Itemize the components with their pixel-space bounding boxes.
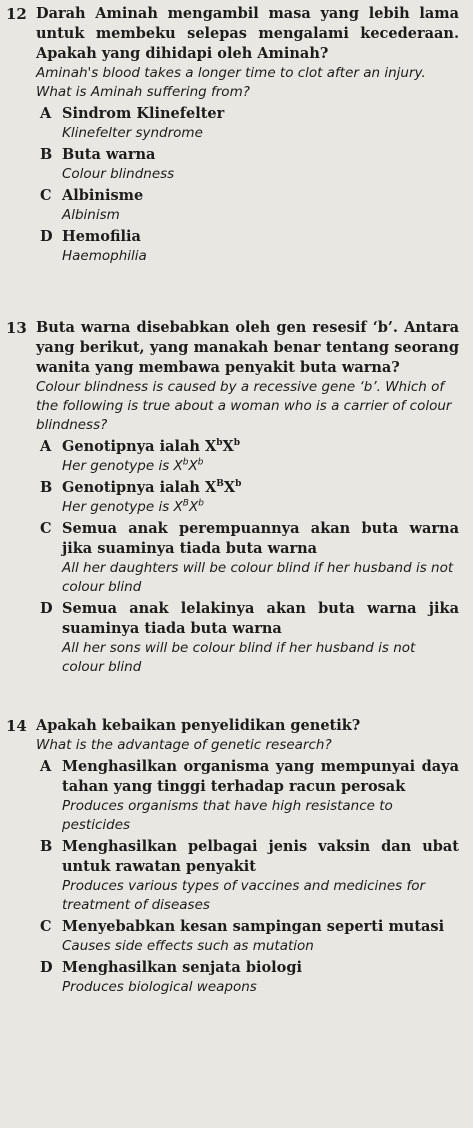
question-stem-malay: Buta warna disebabkan oleh gen resesif ‘b’. Antara yang berikut, yang manakah benar tentang seorang wanita yang membawa penyakit buta warna? (36, 319, 459, 376)
option-text-english: Albinism (62, 207, 120, 223)
option-d (0, 227, 473, 266)
option-text-malay: Menghasilkan pelbagai jenis vaksin dan ubat untuk rawatan penyakit (62, 838, 459, 875)
chromosome-letter: X (222, 438, 234, 455)
option-text-malay: Hemofilia (62, 228, 141, 245)
option-text-english: Causes side effects such as mutation (62, 938, 314, 954)
option-letter: C (40, 187, 52, 204)
allele-superscript: b (197, 457, 204, 468)
chromosome-letter: X (188, 499, 199, 515)
allele-superscript: b (233, 438, 241, 449)
option-d (0, 599, 473, 677)
question-14 (0, 716, 473, 997)
option-b (0, 478, 473, 517)
question-12 (0, 4, 473, 266)
option-c (0, 186, 473, 225)
option-text-english: Klinefelter syndrome (62, 125, 203, 141)
question-number: 12 (6, 5, 27, 23)
option-text-malay (62, 437, 459, 457)
option-d (0, 958, 473, 997)
option-text-malay: Semua anak lelakinya akan buta warna jika suaminya tiada buta warna (62, 600, 459, 637)
option-text-english: Haemophilia (62, 248, 147, 264)
option-text-english: Produces various types of vaccines and medicines for treatment of diseases (62, 878, 426, 913)
option-text-english (62, 498, 459, 517)
option-text-english: Produces biological weapons (62, 979, 257, 995)
option-letter: C (40, 520, 52, 537)
option-text-prefix: Genotipnya ialah X (62, 479, 217, 496)
chromosome-letter: X (188, 458, 198, 474)
question-13 (0, 318, 473, 677)
allele-superscript: b (182, 457, 189, 468)
option-text-english: Colour blindness (62, 166, 175, 182)
option-letter: D (40, 959, 53, 976)
option-letter: A (40, 105, 52, 122)
option-letter: B (40, 146, 53, 163)
question-number: 14 (6, 717, 27, 735)
option-letter: D (40, 228, 53, 245)
question-number: 13 (6, 319, 27, 337)
option-text-english: Produces organisms that have high resistance to pesticides (62, 798, 393, 833)
option-text-malay: Menghasilkan senjata biologi (62, 959, 302, 976)
option-c (0, 519, 473, 597)
question-stem-malay: Apakah kebaikan penyelidikan genetik? (36, 717, 361, 734)
option-letter: A (40, 438, 52, 455)
option-text-prefix: Genotipnya ialah X (62, 438, 217, 455)
option-a (0, 104, 473, 143)
option-text-malay: Menyebabkan kesan sampingan seperti mutasi (62, 918, 445, 935)
option-a (0, 437, 473, 476)
option-b (0, 145, 473, 184)
option-text-malay: Semua anak perempuannya akan buta warna jika suaminya tiada buta warna (62, 520, 459, 557)
option-text-malay: Buta warna (62, 146, 156, 163)
option-text-malay: Menghasilkan organisma yang mempunyai daya tahan yang tinggi terhadap racun perosak (62, 758, 459, 795)
option-text-malay: Albinisme (62, 187, 144, 204)
question-stem-english: What is the advantage of genetic research? (36, 737, 332, 753)
question-stem-english: Aminah's blood takes a longer time to clot after an injury. What is Aminah suffering from? (36, 65, 426, 100)
option-letter: C (40, 918, 52, 935)
option-text-malay: Sindrom Klinefelter (62, 105, 225, 122)
question-stem-english: Colour blindness is caused by a recessive gene ‘b’. Which of the following is true about a woman who is a carrier of colour blindness? (36, 379, 452, 433)
chromosome-letter: X (223, 479, 236, 496)
option-b (0, 837, 473, 915)
option-a (0, 757, 473, 835)
option-text-english: All her sons will be colour blind if her husband is not colour blind (62, 640, 416, 675)
option-letter: B (40, 838, 53, 855)
option-text-english (62, 457, 459, 476)
option-letter: B (40, 479, 53, 496)
allele-superscript: B (216, 479, 224, 490)
option-c (0, 917, 473, 956)
allele-superscript: B (182, 498, 189, 509)
allele-superscript: b (198, 498, 204, 509)
option-text-prefix: Her genotype is X (62, 458, 183, 474)
allele-superscript: b (235, 479, 242, 490)
option-text-english: All her daughters will be colour blind if her husband is not colour blind (62, 560, 454, 595)
allele-superscript: b (216, 438, 223, 449)
question-stem-malay: Darah Aminah mengambil masa yang lebih lama untuk membeku selepas mengalami kecederaan. Apakah yang dihidapi oleh Aminah? (36, 5, 459, 62)
option-text-prefix: Her genotype is X (62, 499, 183, 515)
option-letter: D (40, 600, 53, 617)
option-letter: A (40, 758, 52, 775)
option-text-malay (62, 478, 459, 498)
